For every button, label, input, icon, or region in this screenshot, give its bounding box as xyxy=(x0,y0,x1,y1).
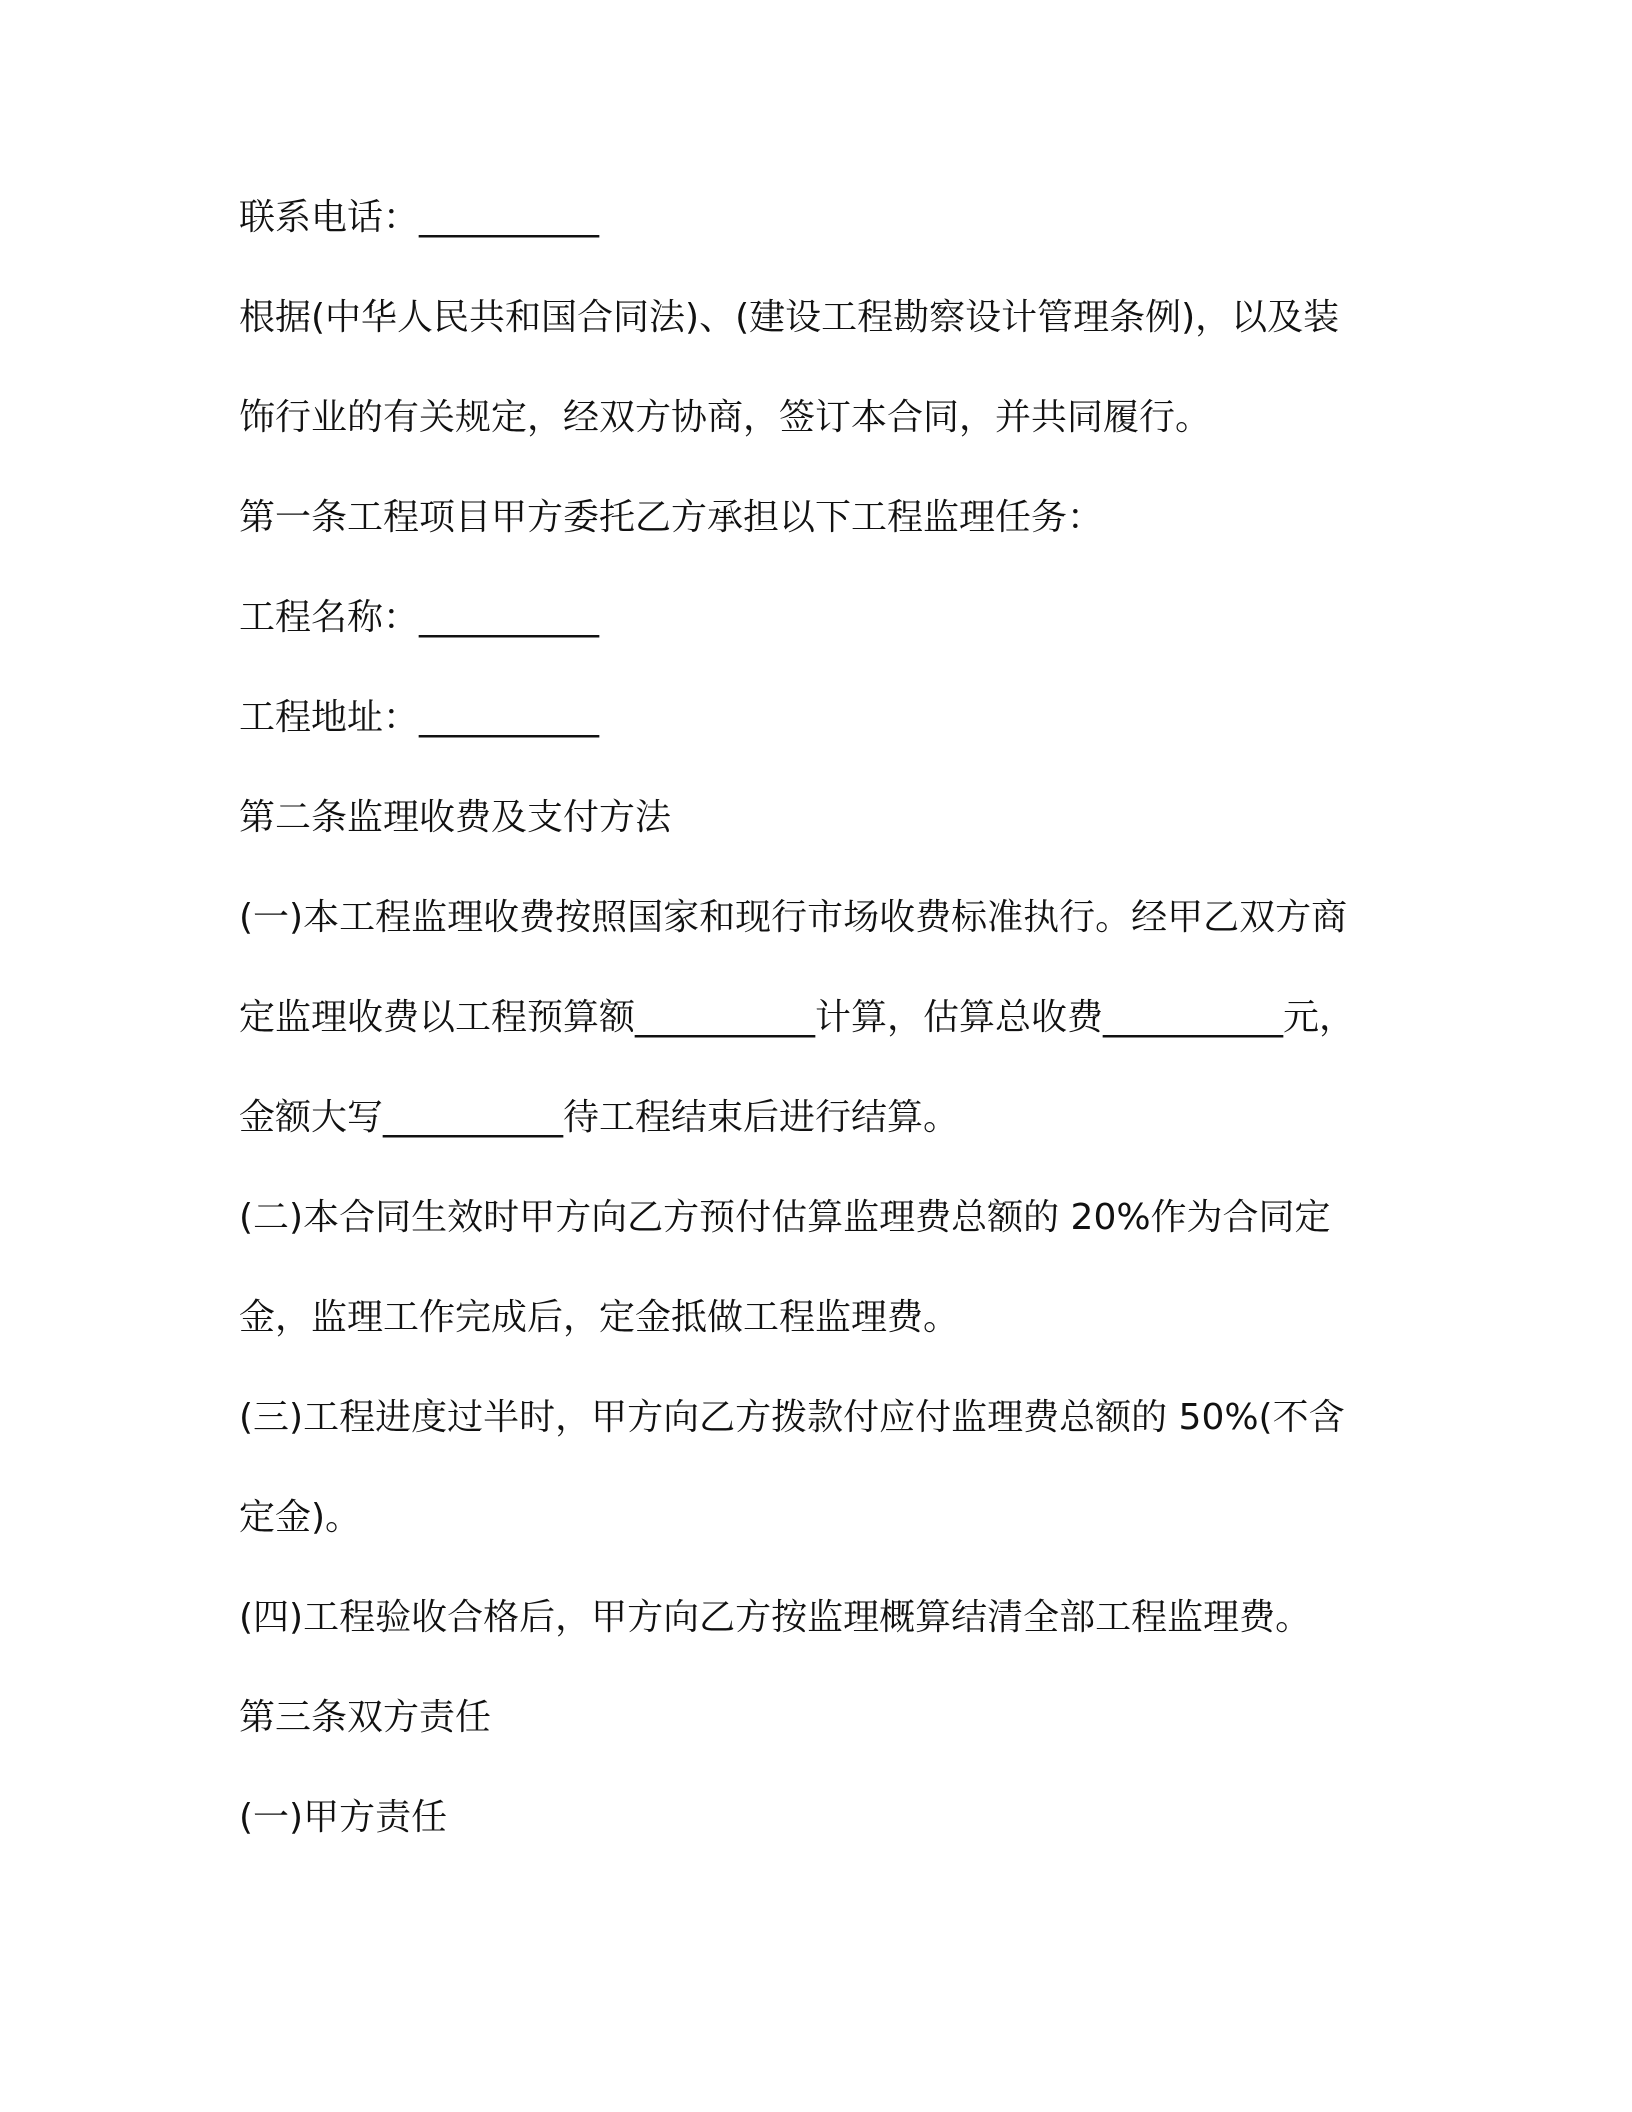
project-address-line: 工程地址：__________ xyxy=(239,697,600,738)
clause-2-3-line-1: (三)工程进度过半时，甲方向乙方拨款付应付监理费总额的 50%(不含 xyxy=(239,1397,1345,1438)
clause-2-3-line-2: 定金)。 xyxy=(239,1497,362,1538)
article-3-heading: 第三条双方责任 xyxy=(239,1697,492,1738)
contact-phone-line: 联系电话：__________ xyxy=(239,197,600,238)
legal-basis-line-1: 根据(中华人民共和国合同法)、(建设工程勘察设计管理条例)，以及装 xyxy=(239,297,1340,338)
project-name-line: 工程名称：__________ xyxy=(239,597,600,638)
clause-2-2-line-1: (二)本合同生效时甲方向乙方预付估算监理费总额的 20%作为合同定 xyxy=(239,1197,1331,1238)
legal-basis-line-2: 饰行业的有关规定，经双方协商，签订本合同，并共同履行。 xyxy=(239,397,1212,438)
clause-2-4-line: (四)工程验收合格后，甲方向乙方按监理概算结清全部工程监理费。 xyxy=(239,1597,1312,1638)
article-1-heading: 第一条工程项目甲方委托乙方承担以下工程监理任务： xyxy=(239,497,1104,538)
article-2-heading: 第二条监理收费及支付方法 xyxy=(239,797,672,838)
clause-3-1-heading: (一)甲方责任 xyxy=(239,1797,448,1838)
clause-2-1-line-1: (一)本工程监理收费按照国家和现行市场收费标准执行。经甲乙双方商 xyxy=(239,897,1348,938)
clause-2-1-line-2: 定监理收费以工程预算额__________计算，估算总收费__________元， xyxy=(239,997,1356,1038)
clause-2-1-line-3: 金额大写__________待工程结束后进行结算。 xyxy=(239,1097,960,1138)
clause-2-2-line-2: 金，监理工作完成后，定金抵做工程监理费。 xyxy=(239,1297,960,1338)
